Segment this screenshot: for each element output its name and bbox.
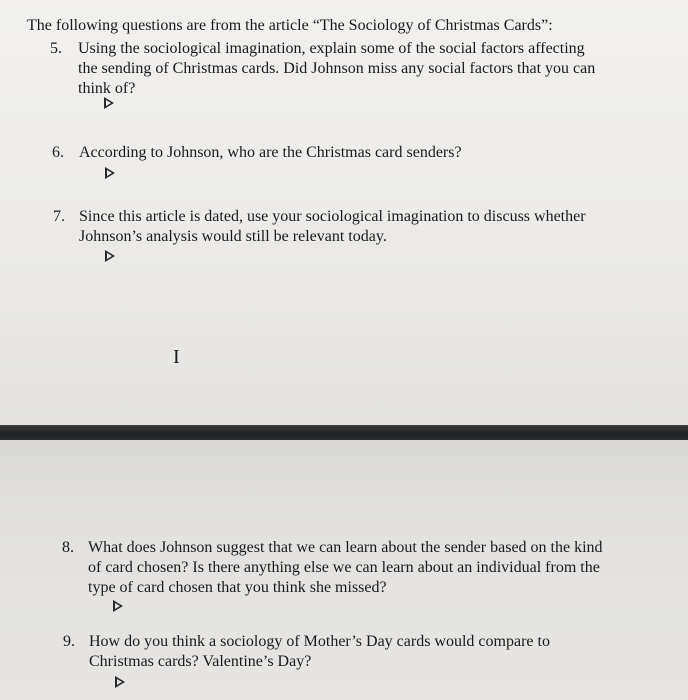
intro-text: The following questions are from the article “The Sociology of Christmas Cards”: (27, 17, 553, 34)
question-9-line-2: Christmas cards? Valentine’s Day? (89, 653, 312, 670)
page-divider (0, 425, 688, 440)
document-page-bottom (0, 440, 688, 700)
play-icon[interactable] (105, 167, 115, 179)
text-cursor-icon: I (173, 346, 180, 368)
question-8-number: 8. (62, 539, 74, 556)
question-8-line-2: of card chosen? Is there anything else we can learn about an individual from the (88, 559, 600, 576)
question-8-line-3: type of card chosen that you think she missed? (88, 579, 387, 596)
question-9-number: 9. (63, 633, 75, 650)
question-7-line-2: Johnson’s analysis would still be relevant today. (79, 228, 387, 245)
question-6-line-1: According to Johnson, who are the Christmas card senders? (79, 144, 462, 161)
question-9-line-1: How do you think a sociology of Mother’s Day cards would compare to (89, 633, 550, 650)
question-5-line-1: Using the sociological imagination, explain some of the social factors affecting (78, 40, 585, 57)
question-6-number: 6. (52, 144, 64, 161)
play-icon[interactable] (113, 600, 123, 612)
question-7-number: 7. (53, 208, 65, 225)
question-5-line-2: the sending of Christmas cards. Did Johnson miss any social factors that you can (78, 60, 596, 77)
play-icon[interactable] (105, 250, 115, 262)
question-5-line-3: think of? (78, 80, 136, 97)
question-8-line-1: What does Johnson suggest that we can learn about the sender based on the kind (88, 539, 603, 556)
question-5-number: 5. (50, 40, 62, 57)
play-icon[interactable] (104, 97, 114, 109)
question-7-line-1: Since this article is dated, use your sociological imagination to discuss whether (79, 208, 586, 225)
play-icon[interactable] (115, 676, 125, 688)
